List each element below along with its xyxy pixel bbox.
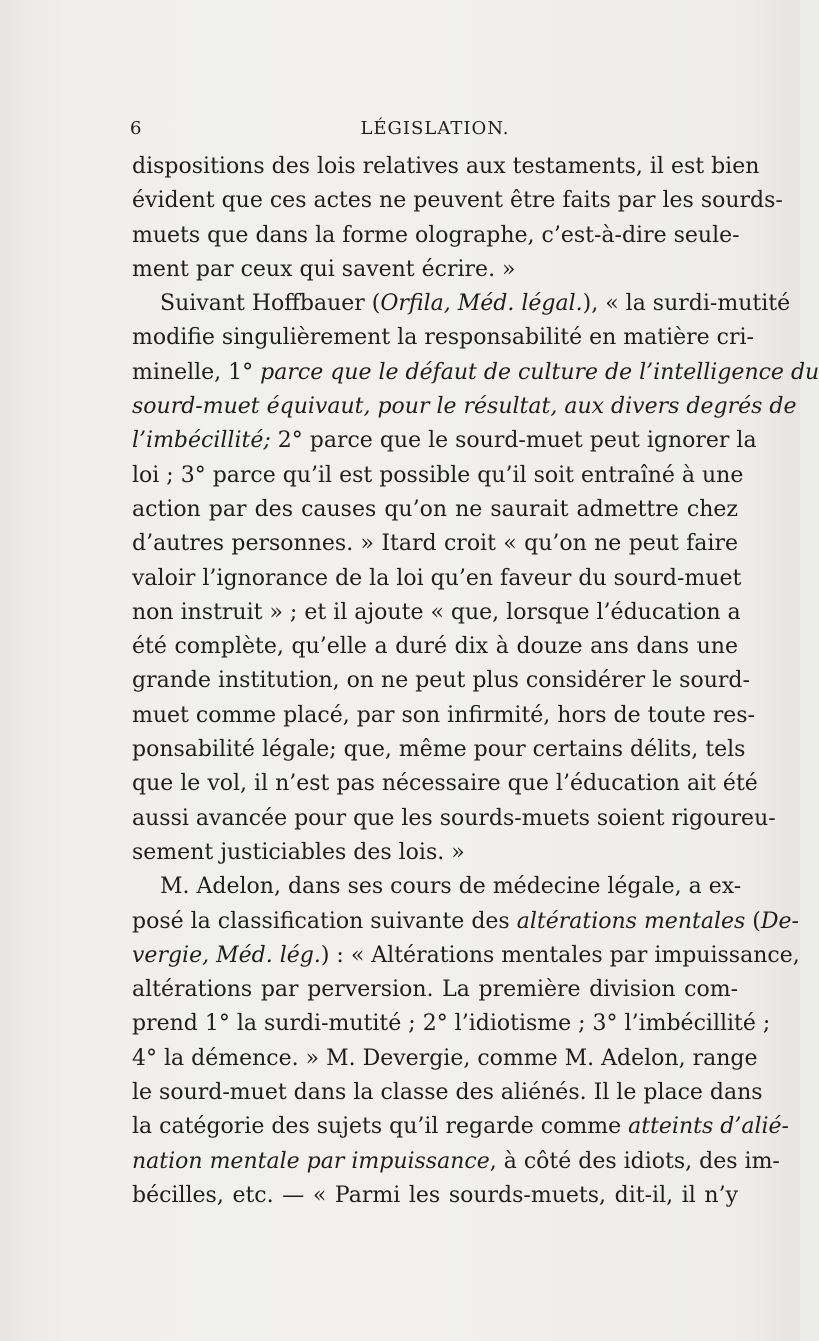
text-segment: action par des causes qu’on ne saurait admettre chez xyxy=(132,496,738,522)
text-segment: Suivant Hoffbauer ( xyxy=(160,291,381,317)
italic-segment: sourd-muet équivaut, pour le résultat, aux divers degrés de xyxy=(132,394,797,420)
text-line xyxy=(132,1110,789,1144)
text-line xyxy=(132,596,741,630)
text-segment: ponsabilité légale; que, même pour certains délits, tels xyxy=(132,737,746,763)
text-segment: muets que dans la forme olographe, c’est-à-dire seule- xyxy=(132,222,740,248)
text-line xyxy=(132,664,750,698)
text-line xyxy=(132,390,797,424)
page-number: 6 xyxy=(130,118,143,139)
text-segment: 2° parce que le sourd-muet peut ignorer la xyxy=(270,428,757,454)
italic-segment: Orfila, Méd. légal. xyxy=(380,291,583,317)
italic-segment: De- xyxy=(760,908,799,934)
text-line xyxy=(132,939,800,973)
text-line xyxy=(132,562,742,596)
text-line xyxy=(132,253,738,287)
text-segment: la catégorie des sujets qu’il regarde comme xyxy=(132,1114,629,1140)
text-line xyxy=(132,150,760,184)
text-segment: dispositions des lois relatives aux testaments, il est bien xyxy=(132,154,760,179)
text-segment: posé la classification suivante des xyxy=(132,908,517,934)
text-segment: valoir l’ignorance de la loi qu’en faveur du sourd-muet xyxy=(132,565,742,591)
italic-segment: altérations mentales xyxy=(516,908,746,934)
text-line xyxy=(132,459,744,493)
text-segment: loi ; 3° parce qu’il est possible qu’il soit entraîné à une xyxy=(132,462,744,488)
text-segment: ) : « Altérations mentales par impuissance, xyxy=(320,942,800,968)
text-segment: aussi avancée pour que les sourds-muets soient rigoureu- xyxy=(132,805,776,831)
text-line xyxy=(132,836,738,870)
text-line xyxy=(132,630,738,664)
text-line xyxy=(132,356,819,390)
text-segment: évident que ces actes ne peuvent être faits par les sourds- xyxy=(132,188,783,214)
text-segment: M. Adelon, dans ses cours de médecine légale, a ex- xyxy=(160,874,742,900)
text-line xyxy=(132,424,757,458)
text-segment: ment par ceux qui savent écrire. » xyxy=(132,256,516,282)
text-line xyxy=(132,184,783,218)
text-line xyxy=(132,493,738,527)
italic-segment: atteints d’alié- xyxy=(628,1114,789,1140)
text-segment: , à côté des idiots, des im- xyxy=(489,1148,780,1174)
text-segment: le sourd-muet dans la classe des aliénés. Il le place dans xyxy=(132,1080,763,1106)
text-segment: muet comme placé, par son infirmité, hors de toute res- xyxy=(132,702,755,728)
text-line xyxy=(132,219,738,253)
text-line xyxy=(132,699,755,733)
text-line xyxy=(132,321,754,355)
text-segment: sement justiciables des lois. » xyxy=(132,839,465,865)
text-segment: que le vol, il n’est pas nécessaire que l’éducation ait été xyxy=(132,771,758,797)
text-line xyxy=(132,1007,771,1041)
text-line xyxy=(132,287,791,321)
text-segment: ), « la surdi-mutité xyxy=(582,291,791,317)
body-text xyxy=(132,150,819,1213)
text-segment: prend 1° la surdi-mutité ; 2° l’idiotisme ; 3° l’imbécillité ; xyxy=(132,1011,771,1037)
running-head: LÉGISLATION. xyxy=(360,118,510,139)
italic-segment: nation mentale par impuissance xyxy=(132,1148,490,1174)
text-segment: bécilles, etc. — « Parmi les sourds-muets, dit-il, il n’y xyxy=(132,1182,738,1208)
text-segment: ( xyxy=(745,908,761,934)
page-header xyxy=(130,118,740,148)
text-segment: 4° la démence. » M. Devergie, comme M. Adelon, range xyxy=(132,1045,758,1071)
text-segment: grande institution, on ne peut plus considérer le sourd- xyxy=(132,668,750,694)
text-segment: d’autres personnes. » Itard croit « qu’on ne peut faire xyxy=(132,531,738,557)
text-line xyxy=(132,1179,738,1213)
text-segment: été complète, qu’elle a duré dix à douze ans dans une xyxy=(132,634,738,660)
text-segment: altérations par perversion. La première division com- xyxy=(132,977,738,1003)
italic-segment: parce que le défaut de culture de l’intelligence du xyxy=(260,359,819,385)
text-segment: modifie singulièrement la responsabilité en matière cri- xyxy=(132,325,754,351)
text-line xyxy=(132,733,746,767)
italic-segment: l’imbécillité; xyxy=(132,428,271,454)
italic-segment: vergie, Méd. lég. xyxy=(132,942,321,968)
text-line xyxy=(132,973,738,1007)
text-segment: minelle, 1° xyxy=(132,359,261,385)
text-line xyxy=(132,905,799,939)
text-line xyxy=(132,1042,758,1076)
text-line xyxy=(132,527,738,561)
text-line xyxy=(132,802,776,836)
text-line xyxy=(132,870,742,904)
text-line xyxy=(132,1076,763,1110)
text-line xyxy=(132,1145,780,1179)
text-segment: non instruit » ; et il ajoute « que, lorsque l’éducation a xyxy=(132,599,741,625)
text-line xyxy=(132,767,758,801)
